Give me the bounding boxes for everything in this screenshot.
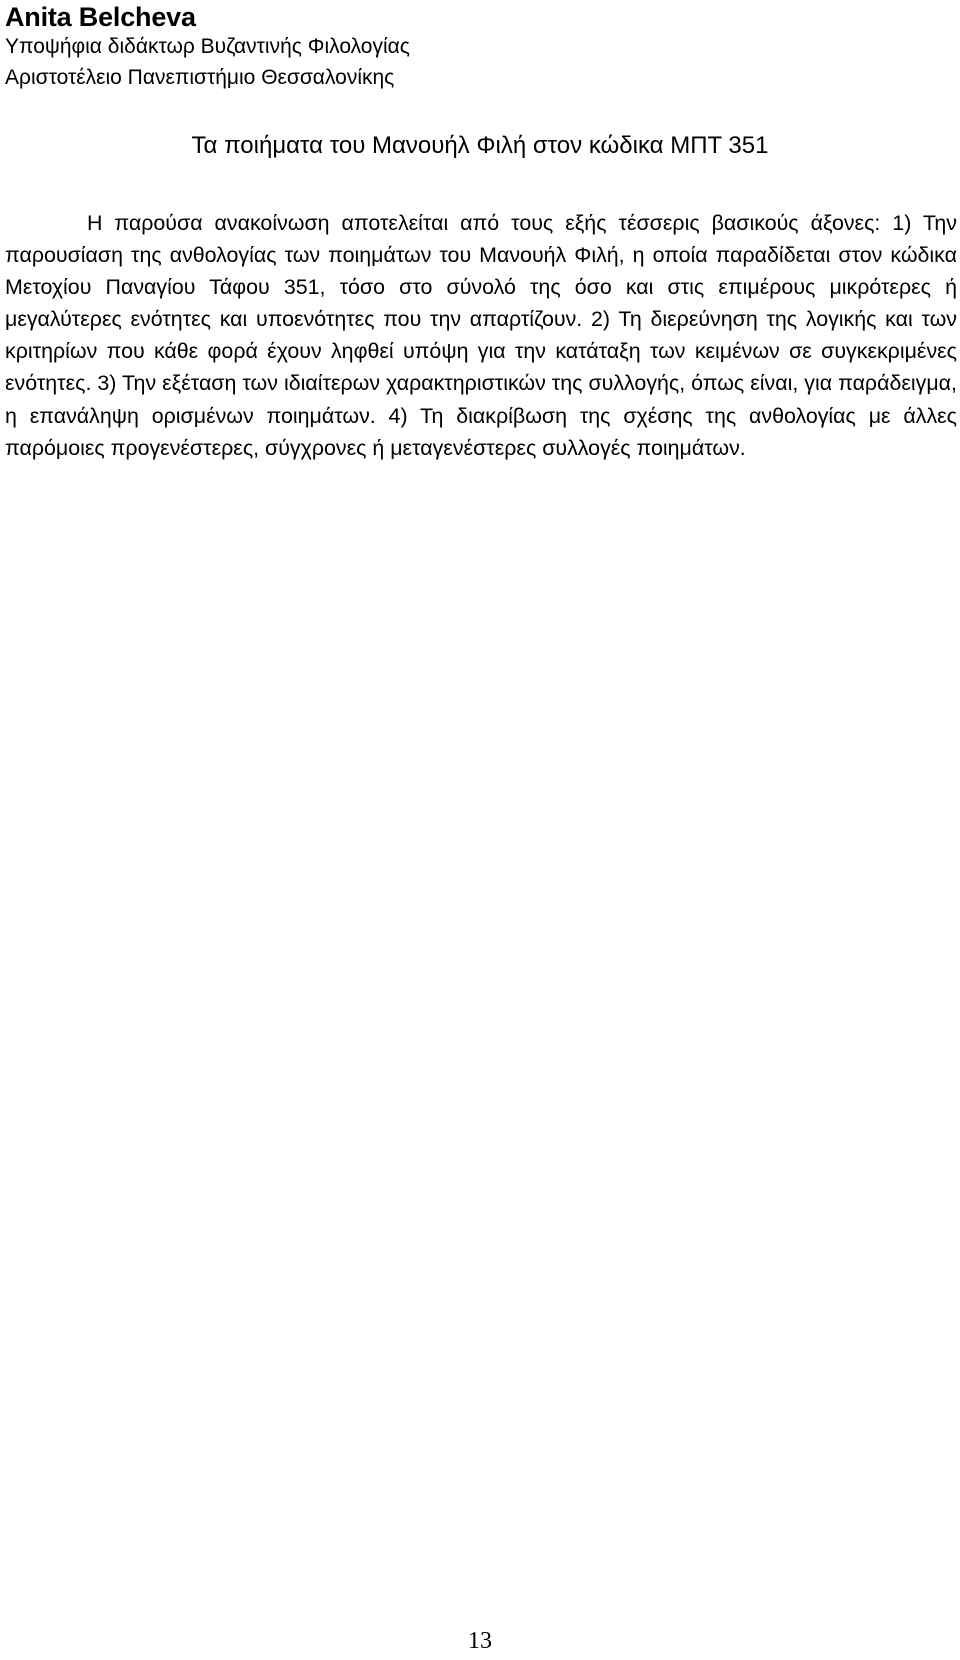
- affiliation-position: Υποψήφια διδάκτωρ Βυζαντινής Φιλολογίας: [5, 35, 410, 58]
- author-name: Anita Belcheva: [5, 2, 196, 32]
- paper-title: Τα ποιήματα του Μανουήλ Φιλή στον κώδικα ΜΠΤ 351: [191, 132, 769, 159]
- page-number: 13: [468, 1628, 492, 1654]
- abstract-paragraph: Η παρούσα ανακοίνωση αποτελείται από τους εξής τέσσερις βασικούς άξονες: 1) Την παρουσίαση της ανθολογίας των ποιημάτων του Μανουήλ Φιλή, η οποία παραδίδεται στον κώδικα Μετοχίου Παναγίου Τάφου 351, τόσο στο σύνολό της όσο και στις επιμέρους μικρότερες ή μεγαλύτερες ενότητες και υποενότητες που την απαρτίζουν. 2) Τη διερεύνηση της λογικής και των κριτηρίων που κάθε φορά έχουν ληφθεί υπόψη για την κατάταξη των κειμένων σε συγκεκριμένες ενότητες. 3) Την εξέταση των ιδιαίτερων χαρακτηριστικών της συλλογής, όπως είναι, για παράδειγμα, η επανάληψη ορισμένων ποιημάτων. 4) Τη διακρίβωση της σχέσης της ανθολογίας με άλλες παρόμοιες προγενέστερες, σύγχρονες ή μεταγενέστερες συλλογές ποιημάτων.: [5, 211, 957, 460]
- affiliation-university: Αριστοτέλειο Πανεπιστήμιο Θεσσαλονίκης: [5, 66, 395, 89]
